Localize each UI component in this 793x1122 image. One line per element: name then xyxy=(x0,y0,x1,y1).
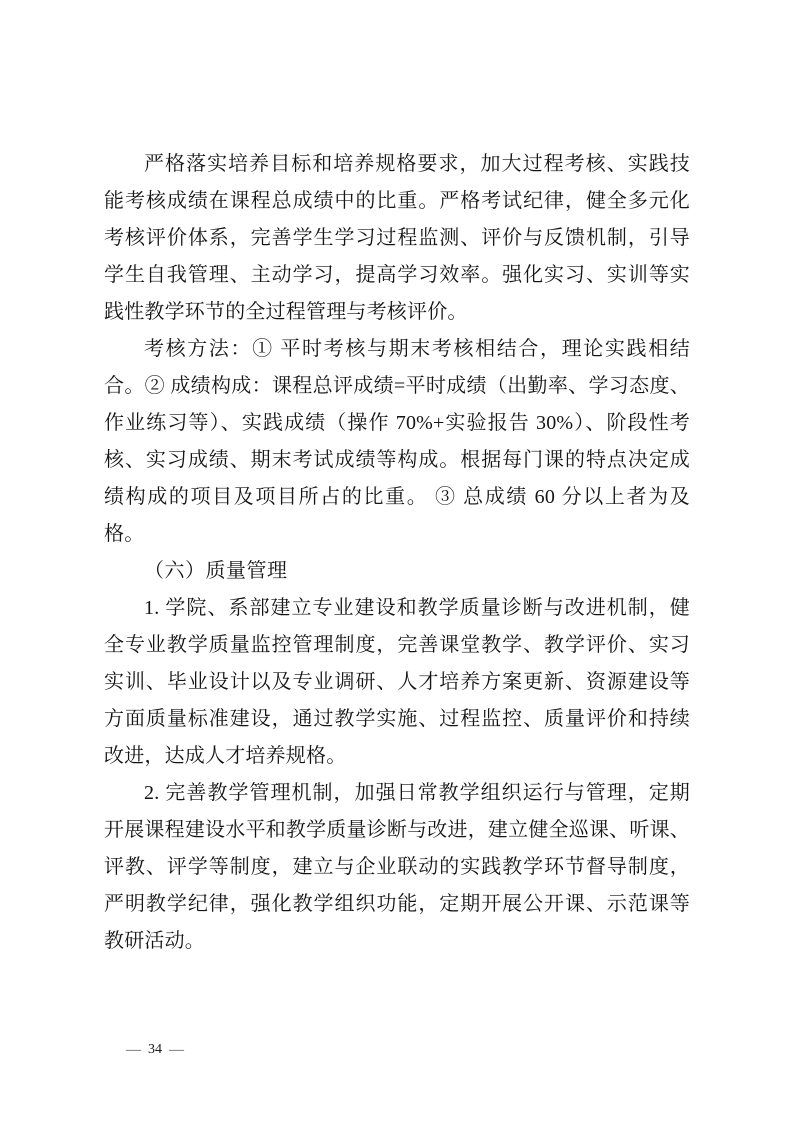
paragraph-line: 核、实习成绩、期末考试成绩等构成。根据每门课的特点决定成 xyxy=(104,449,690,471)
page-body-text xyxy=(104,146,690,960)
paragraph-line: 方面质量标准建设，通过教学实施、过程监控、质量评价和持续 xyxy=(104,708,690,730)
paragraph-line: 考核评价体系，完善学生学习过程监测、评价与反馈机制，引导 xyxy=(104,227,690,249)
paragraph xyxy=(104,146,690,331)
paragraph-line: 开展课程建设水平和教学质量诊断与改进，建立健全巡课、听课、 xyxy=(104,819,690,841)
paragraph-line: 格。 xyxy=(104,523,145,545)
paragraph-line: 1. 学院、系部建立专业建设和教学质量诊断与改进机制，健 xyxy=(144,597,690,619)
paragraph-line: 合。② 成绩构成：课程总评成绩=平时成绩（出勤率、学习态度、 xyxy=(104,375,690,397)
paragraph-line: 学生自我管理、主动学习，提高学习效率。强化实习、实训等实 xyxy=(104,264,690,286)
paragraph-line: 全专业教学质量监控管理制度，完善课堂教学、教学评价、实习 xyxy=(104,634,690,656)
footer-dash-right: — xyxy=(169,1041,184,1058)
paragraph-line: 实训、毕业设计以及专业调研、人才培养方案更新、资源建设等 xyxy=(104,671,690,693)
paragraph-line: 教研活动。 xyxy=(104,930,205,952)
section-heading xyxy=(104,553,690,590)
paragraph-line: 考核方法：① 平时考核与期末考核相结合，理论实践相结 xyxy=(144,338,690,360)
paragraph-line: 绩构成的项目及项目所占的比重。 ③ 总成绩 60 分以上者为及 xyxy=(104,486,690,508)
paragraph-line: 改进，达成人才培养规格。 xyxy=(104,745,347,767)
paragraph-line: 评教、评学等制度，建立与企业联动的实践教学环节督导制度， xyxy=(104,856,690,878)
paragraph xyxy=(104,331,690,553)
paragraph-line: 能考核成绩在课程总成绩中的比重。严格考试纪律，健全多元化 xyxy=(104,190,690,212)
paragraph-line: 严格落实培养目标和培养规格要求，加大过程考核、实践技 xyxy=(144,153,690,175)
section-heading-text: （六）质量管理 xyxy=(144,560,288,582)
footer-dash-left: — xyxy=(126,1041,141,1058)
paragraph-line: 2. 完善教学管理机制，加强日常教学组织运行与管理，定期 xyxy=(144,782,690,804)
paragraph xyxy=(104,590,690,775)
paragraph-line: 作业练习等）、实践成绩（操作 70%+实验报告 30%）、阶段性考 xyxy=(104,412,690,434)
paragraph xyxy=(104,775,690,960)
paragraph-line: 严明教学纪律，强化教学组织功能，定期开展公开课、示范课等 xyxy=(104,893,690,915)
page-number: 34 xyxy=(148,1042,162,1057)
page-footer xyxy=(126,1042,184,1058)
paragraph-line: 践性教学环节的全过程管理与考核评价。 xyxy=(104,301,468,323)
